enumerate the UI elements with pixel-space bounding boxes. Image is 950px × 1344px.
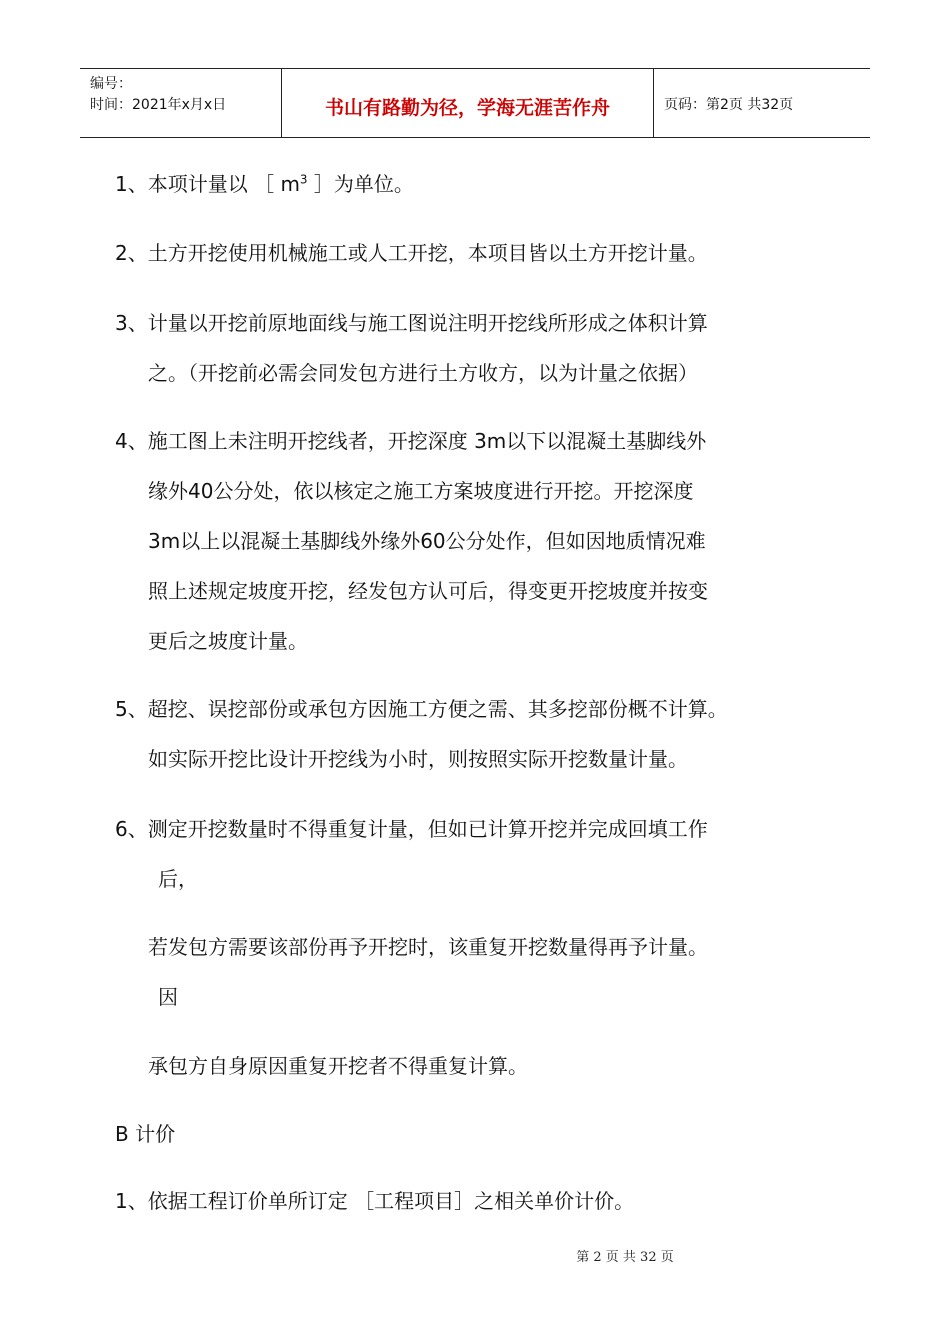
item-1 <box>115 172 414 196</box>
item-1-text-end: ］为单位。 <box>307 172 414 196</box>
item-1-superscript: 3 <box>299 172 308 187</box>
item-4-line-5: 更后之坡度计量。 <box>148 629 308 653</box>
page-footer: 第 2 页 共 32 页 <box>576 1250 674 1265</box>
item-4-line-2: 缘外40公分处，依以核定之施工方案坡度进行开挖。开挖深度 <box>148 479 694 503</box>
item-6-line-3: 若发包方需要该部份再予开挖时，该重复开挖数量得再予计量。 <box>148 935 708 959</box>
page-header <box>80 68 870 138</box>
item-4-line-4: 照上述规定坡度开挖，经发包方认可后，得变更开挖坡度并按变 <box>148 579 708 603</box>
item-3-line-1: 3、计量以开挖前原地面线与施工图说注明开挖线所形成之体积计算 <box>115 311 708 335</box>
item-6-line-2: 后， <box>158 867 198 891</box>
item-4-line-1: 4、施工图上未注明开挖线者，开挖深度 3m以下以混凝土基脚线外 <box>115 429 707 453</box>
document-time: 时间：2021年x月x日 <box>90 97 227 113</box>
item-1-text: 1、本项计量以 ［ m <box>115 172 300 196</box>
item-6-line-4: 因 <box>158 985 178 1009</box>
header-motto: 书山有路勤为径，学海无涯苦作舟 <box>282 69 654 137</box>
section-b-item-1: 1、依据工程订价单所订定 ［工程项目］之相关单价计价。 <box>115 1189 635 1213</box>
document-number-label: 编号： <box>90 76 132 92</box>
header-meta <box>80 69 282 137</box>
item-6-line-1: 6、测定开挖数量时不得重复计量，但如已计算开挖并完成回填工作 <box>115 817 708 841</box>
item-5-line-2: 如实际开挖比设计开挖线为小时，则按照实际开挖数量计量。 <box>148 747 688 771</box>
header-page-info: 页码：第2页 共32页 <box>664 97 794 113</box>
item-4-line-3: 3m以上以混凝土基脚线外缘外60公分处作，但如因地质情况难 <box>148 529 706 553</box>
item-3-line-2: 之。（开挖前必需会同发包方进行土方收方，以为计量之依据） <box>148 361 698 385</box>
item-2: 2、土方开挖使用机械施工或人工开挖，本项目皆以土方开挖计量。 <box>115 241 708 265</box>
item-6-line-5: 承包方自身原因重复开挖者不得重复计算。 <box>148 1054 528 1078</box>
item-5-line-1: 5、超挖、误挖部份或承包方因施工方便之需、其多挖部份概不计算。 <box>115 697 728 721</box>
section-b-heading: B 计价 <box>115 1122 176 1146</box>
